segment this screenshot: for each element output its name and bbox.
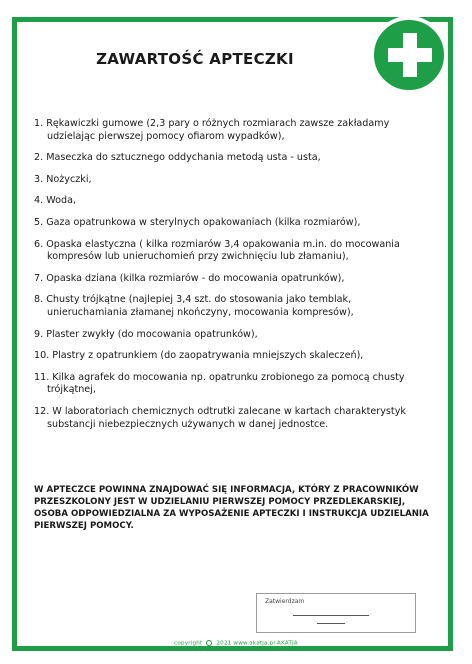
list-item: 9. Plaster zwykły (do mocowania opatrunków), bbox=[34, 328, 258, 340]
list-item: 5. Gaza opatrunkowa w sterylnych opakowaniach (kilka rozmiarów), bbox=[34, 216, 361, 228]
notice-text: W APTECZCE POWINNA ZNAJDOWAĆ SIĘ INFORMACJA, KTÓRY Z PRACOWNIKÓW PRZESZKOLONY JEST W UDZIELANIU PIERWSZEJ POMOCY PRZEDLEKARSKIEJ, OSOBA ODPOWIEDZIALNA ZA WYPOSAŻENIE APTECZKI I INSTRUKCJA UDZIELANIA PIERWSZEJ POMOCY. bbox=[34, 485, 429, 531]
signature-line bbox=[293, 615, 369, 616]
cross-horizontal-bar bbox=[388, 48, 432, 62]
list-item: 1. Rękawiczki gumowe (2,3 pary o różnych rozmiarach zawsze zakładamy udzielając pierwszej pomocy ofiarom wypadków), bbox=[34, 118, 390, 142]
list-item: 6. Opaska elastyczna ( kilka rozmiarów 3,4 opakowania m.in. do mocowania kompresów lub unieruchomień przy zwichnięciu lub złamaniu), bbox=[34, 238, 400, 263]
copyright-icon bbox=[206, 640, 212, 646]
list-item: 11. Kilka agrafek do mocowania np. opatrunku zrobionego za pomocą chusty trójkątnej, bbox=[34, 371, 405, 396]
footer-text: 2021 www.akatja.pl AKATJA bbox=[216, 640, 298, 647]
list-item: 8. Chusty trójkątne (najlepiej 3,4 szt. do stosowania jako temblak, unieruchamiania złamanej nkończyny, mocowania kompresów), bbox=[34, 294, 354, 318]
list-item: 4. Woda, bbox=[34, 195, 77, 207]
page-title: ZAWARTOŚĆ APTECZKI bbox=[96, 50, 294, 68]
approval-label: Zatwierdzam bbox=[265, 598, 305, 605]
footer bbox=[0, 640, 472, 647]
list-item: 3. Nożyczki, bbox=[34, 173, 92, 185]
first-aid-kit-list bbox=[34, 118, 424, 440]
date-line bbox=[317, 623, 345, 624]
first-aid-cross-icon bbox=[370, 16, 448, 94]
footer-prefix: copyright bbox=[174, 640, 203, 647]
list-item: 7. Opaska dziana (kilka rozmiarów - do mocowania opatrunków), bbox=[34, 272, 345, 284]
approval-box bbox=[256, 593, 416, 633]
list-item: 10. Plastry z opatrunkiem (do zaopatrywania mniejszych skaleczeń), bbox=[34, 350, 364, 362]
list-item: 2. Maseczka do sztucznego oddychania metodą usta - usta, bbox=[34, 152, 321, 164]
list-item: 12. W laboratoriach chemicznych odtrutki zalecane w kartach charakterystyk substancji niebezpiecznych używanych w danej jednostce. bbox=[34, 405, 406, 430]
